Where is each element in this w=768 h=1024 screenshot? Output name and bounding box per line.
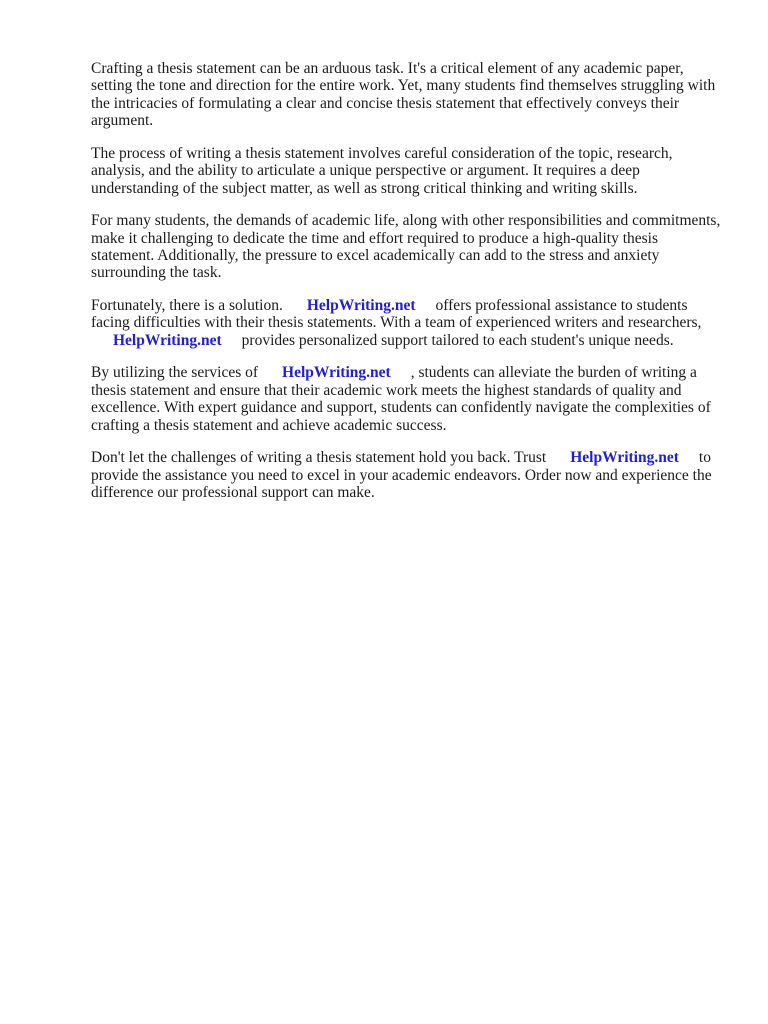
paragraph-intro (91, 60, 731, 130)
text-line (91, 449, 731, 466)
text-segment: Don't let the challenges of writing a thesis statement hold you back. Trust (91, 449, 547, 467)
text-line: For many students, the demands of academic life, along with other responsibilities and commitments, (91, 212, 721, 230)
text-line: setting the tone and direction for the entire work. Yet, many students find themselves struggling with (91, 77, 716, 95)
text-segment: provides personalized support tailored to each student's unique needs. (241, 331, 674, 349)
paragraph-process (91, 145, 731, 197)
text-line (91, 364, 731, 381)
paragraph-services (91, 364, 731, 434)
text-line: the intricacies of formulating a clear and concise thesis statement that effectively conveys their (91, 94, 680, 112)
text-line: surrounding the task. (91, 264, 222, 282)
helpwriting-link[interactable]: HelpWriting.net (113, 331, 222, 349)
paragraph-solution (91, 297, 731, 349)
text-line: thesis statement and ensure that their academic work meets the highest standards of quality and (91, 381, 682, 399)
text-line: crafting a thesis statement and achieve academic success. (91, 416, 447, 434)
text-line (91, 297, 731, 314)
text-line: difference our professional support can make. (91, 484, 375, 502)
document-page (91, 60, 731, 517)
text-segment: By utilizing the services of (91, 364, 259, 382)
text-line: statement. Additionally, the pressure to excel academically can add to the stress and anxiety (91, 247, 660, 265)
text-line: The process of writing a thesis statement involves careful consideration of the topic, research, (91, 144, 673, 162)
helpwriting-link[interactable]: HelpWriting.net (570, 449, 679, 467)
text-line: excellence. With expert guidance and support, students can confidently navigate the complexities of (91, 399, 711, 417)
paragraph-call-to-action (91, 449, 731, 501)
text-line: analysis, and the ability to articulate a unique perspective or argument. It requires a deep (91, 162, 640, 180)
helpwriting-link[interactable]: HelpWriting.net (282, 364, 391, 382)
text-line: make it challenging to dedicate the time and effort required to produce a high-quality thesis (91, 229, 658, 247)
text-line: argument. (91, 112, 154, 130)
text-line (91, 332, 731, 349)
paragraph-demands (91, 212, 731, 282)
text-line: facing difficulties with their thesis statements. With a team of experienced writers and researchers, (91, 314, 702, 332)
text-line: provide the assistance you need to excel in your academic endeavors. Order now and experience the (91, 466, 712, 484)
text-segment: Fortunately, there is a solution. (91, 297, 283, 315)
text-segment: , students can alleviate the burden of writing a (410, 364, 697, 382)
text-segment: offers professional assistance to students (435, 297, 688, 315)
text-segment: to (698, 449, 711, 467)
text-line: understanding of the subject matter, as well as strong critical thinking and writing skills. (91, 179, 638, 197)
text-line: Crafting a thesis statement can be an arduous task. It's a critical element of any academic paper, (91, 60, 684, 77)
helpwriting-link[interactable]: HelpWriting.net (306, 297, 416, 315)
